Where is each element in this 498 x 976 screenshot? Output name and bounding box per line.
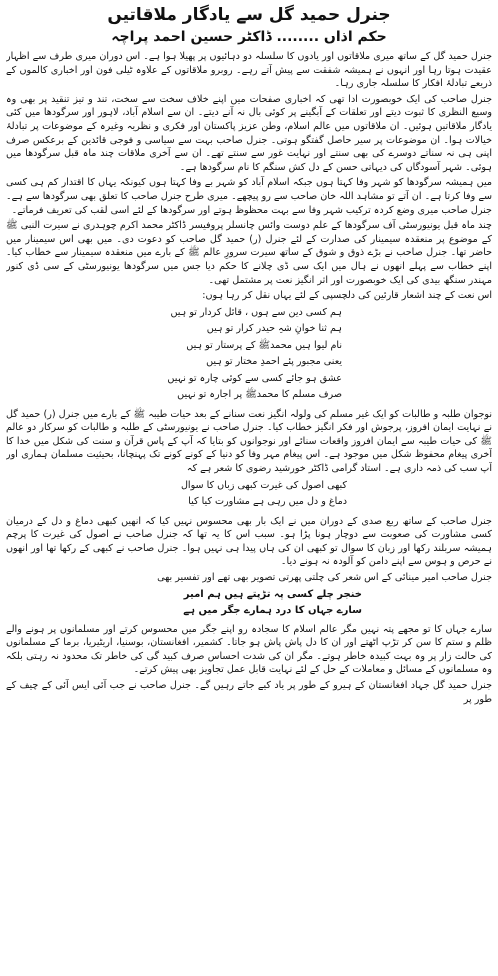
article-title: جنرل حمید گل سے یادگار ملاقاتیں bbox=[107, 5, 391, 25]
paragraph-3: میں ہمیشہ سرگودھا کو شہر وفا کہتا ہوں جبکہ اسلام آباد کو شہر بے وفا کہتا ہوں کیونکہ یہاں کا اقتدار کم ہی کسی سے وفا کرتا ہے۔ ان آتے تو مشاہد اللہ خان صاحب سے رو پیچھے۔ میری طرح جنرل صاحب کا تعلق بھی سرگودھا سے ہے۔ جنرل صاحب میری وضع کردہ ترکیب شہر وفا سے بہت محظوظ ہوتے اور سرگودھا کے لئے اسی لقب کی تعریف فرماتے۔ bbox=[6, 177, 492, 216]
naat-verse-line: ہم کسی دین سے ہوں ، قائل کردار تو ہیں bbox=[170, 306, 342, 318]
rizvi-verses bbox=[6, 478, 492, 511]
paragraph-7: جنرل صاحب کے ساتھ ربع صدی کے دوران میں نے ایک بار بھی محسوس نہیں کیا کہ انھیں کبھی دماغ و دل کے درمیان کسی مشاورت کی صعوبت سے دوچار ہونا پڑا ہو۔ سبب اس کا یہ تھا کہ جنرل صاحب نے اصول کی غیرت کا پرچم ہمیشہ سربلند رکھا اور زبان کا سوال تو کبھی ان کی ہاں پیدا ہی نہیں ہوا۔ جنرل صاحب نے کبھی کے رکھا تھا اور انھوں نے حرص و ہوس سے اپنے دامن کو آلودہ نہ ہونے دیا۔ bbox=[6, 515, 492, 568]
paragraph-2: جنرل صاحب کی ایک خوبصورت ادا تھی کہ اخباری صفحات میں اپنے خلاف سخت سے سخت، تند و تیز تنقید پر بھی وہ وسیع النظری کا ثبوت دیتے اور تعلقات کے آبگینے پر کوئی بال نہ آنے دیتے۔ ان سے اسلام آباد، لاہور اور سرگودھا میں کئی یادگار ملاقاتیں ہوئیں۔ ان ملاقاتوں میں عالم اسلام، وطن عزیز پاکستان اور فکری و نظریہ وغیرہ کے موضوعات پر تبادلۂ خیالات ہوا۔ ان موضوعات پر سیر حاصل گفتگو ہوتی۔ جنرل صاحب بہت سے سیاسی و فوجی قائدین کے برعکس صرف اپنی ہی نہ سناتے دوسرے کی بھی سنتے اور نہایت غور سے سنتے تھے۔ ان سے آخری ملاقات چند ماہ قبل سرگودھا میں ہوئی۔ شہر آسودگاں کی دیہاتی حسن کے دل کش سنگم کا نام سرگودھا ہے۔ bbox=[6, 93, 492, 173]
naat-verse-line: ہم ثنا خوانِ شہِ حیدر کرار تو ہیں bbox=[206, 323, 342, 335]
naat-verse-line: نام لیوا ہیں محمدﷺ کے پرستار تو ہیں bbox=[186, 339, 342, 351]
paragraph-6: نوجوان طلبہ و طالبات کو ایک غیر مسلم کی ولولہ انگیز نعت سنانے کے بعد حیات طیبہ ﷺ کے بارے میں جنرل (ر) حمید گل نے نہایت ایمان افروز، پرجوش اور فکر انگیز خطاب کیا۔ جنرل صاحب نے یونیورسٹی کے طلبہ و طالبات کو سرکار دو عالم ﷺ کی حیات طیبہ سے ایمان افروز واقعات سنائے اور نوجوانوں کو بتایا کہ آپ کے پاس قرآن و سنت کی شکل میں خدا کا آخری پیغام محفوظ شکل میں موجود ہے۔ اس پیغام مہر وفا کو دنیا کے کونے کونے تک پہنچانا، بحیثیت مسلمان ہماری اور آپ سب کی ذمہ داری ہے۔ استاد گرامی ڈاکٹر خورشید رضوی کا شعر ہے کہ bbox=[6, 408, 492, 475]
ameer-verse-line: خنجر چلے کسی پہ تڑپتے ہیں ہم امیر bbox=[183, 588, 362, 600]
paragraph-10: جنرل حمید گل جہاد افغانستان کے ہیرو کے طور پر یاد کیے جاتے رہیں گے۔ جنرل صاحب نے جب آئی ایس آئی کے چیف کے طور پر bbox=[6, 680, 492, 705]
naat-verse-line: صرف مسلم کا محمدﷺ پر اجارہ تو نہیں bbox=[177, 389, 342, 401]
article-page bbox=[6, 4, 492, 968]
naat-verse-line: عشق ہو جائے کسی سے کوئی چارہ تو نہیں bbox=[167, 372, 342, 384]
rizvi-verse-line: دماغ و دل میں رہی ہے مشاورت کیا کیا bbox=[188, 496, 347, 508]
paragraph-9: سارے جہاں کا تو مجھے پتہ نہیں مگر عالم اسلام کا سجادہ رو اپنے جگر میں محسوس کرتے اور مسلمانوں پر ہونے والے ظلم و ستم کا سن کر تڑپ اٹھتے اور ان کا دل پاش پاش ہو جاتا۔ کشمیر، افغانستان، بوسنیا، اریٹیریا، برما کے مسلمانوں کی حالت زار پر وہ بہت کبیدہ خاطر ہوتے۔ مگر ان کی شدت احساس صرف کبید گی کی خاطر تک محدود نہ رہتی بلکہ وہ مسلمانوں کے مسائل و معاملات کے حل کے لئے نہایت قابل عمل تجاویز بھی پیش کرتے۔ bbox=[6, 623, 492, 676]
naat-verses bbox=[6, 305, 492, 404]
paragraph-8: جنرل صاحب امیر مینائی کے اس شعر کی چلتی پھرتی تصویر بھی تھے اور تفسیر بھی bbox=[157, 572, 492, 584]
naat-verse-line: یعنی مجبور پئے احمدِ مختار تو ہیں bbox=[206, 356, 342, 368]
ameer-verses bbox=[6, 587, 492, 619]
ameer-verse-line: سارے جہاں کا درد ہمارے جگر میں ہے bbox=[183, 604, 362, 616]
paragraph-1: جنرل حمید گل کے ساتھ میری ملاقاتوں اور یادوں کا سلسلہ دو دہائیوں پر پھیلا ہوا ہے۔ اس دوران میری طرف سے اظہار عقیدت ہوتا رہا اور انہوں نے ہمیشہ شفقت سے پیش آتے رہے۔ روبرو ملاقاتوں کے علاوہ ٹیلی فون اور اخباری کالموں کے ذریعے تبادلۂ افکار کا سلسلہ جاری رہا۔ bbox=[6, 51, 492, 90]
rizvi-verse-line: کبھی اصول کی غیرت کبھی زباں کا سوال bbox=[180, 479, 347, 491]
article-byline: حکم اذاں ........ ڈاکٹر حسین احمد پراچہ bbox=[111, 29, 387, 45]
paragraph-4: چند ماہ قبل یونیورسٹی آف سرگودھا کے علم دوست وائس چانسلر پروفیسر ڈاکٹر محمد اکرم چوہدری نے سیرت النبی ﷺ کے موضوع پر منعقدہ سیمینار کی صدارت کے لئے جنرل (ر) حمید گل صاحب کو دعوت دی۔ میں بھی اس سیمینار میں حاضر تھا۔ جنرل صاحب نے بڑے ذوق و شوق کے ساتھ سیرت سرورِ عالم ﷺ کے بارے میں منعقدہ سیمینار سے خطاب کیا۔ اپنے خطاب سے پہلے انھوں نے ہال میں ایک سی ڈی چلانے کا حکم دیا جس میں سرگودھا یونیورسٹی کے سی ڈی کنور مہندر سنگھ بیدی کی ایک خوبصورت اور اثر انگیز نعت پر مشتمل تھی۔ bbox=[6, 220, 492, 286]
paragraph-5: اس نعت کے چند اشعار قارئین کی دلچسپی کے لئے یہاں نقل کر رہا ہوں: bbox=[202, 290, 492, 302]
